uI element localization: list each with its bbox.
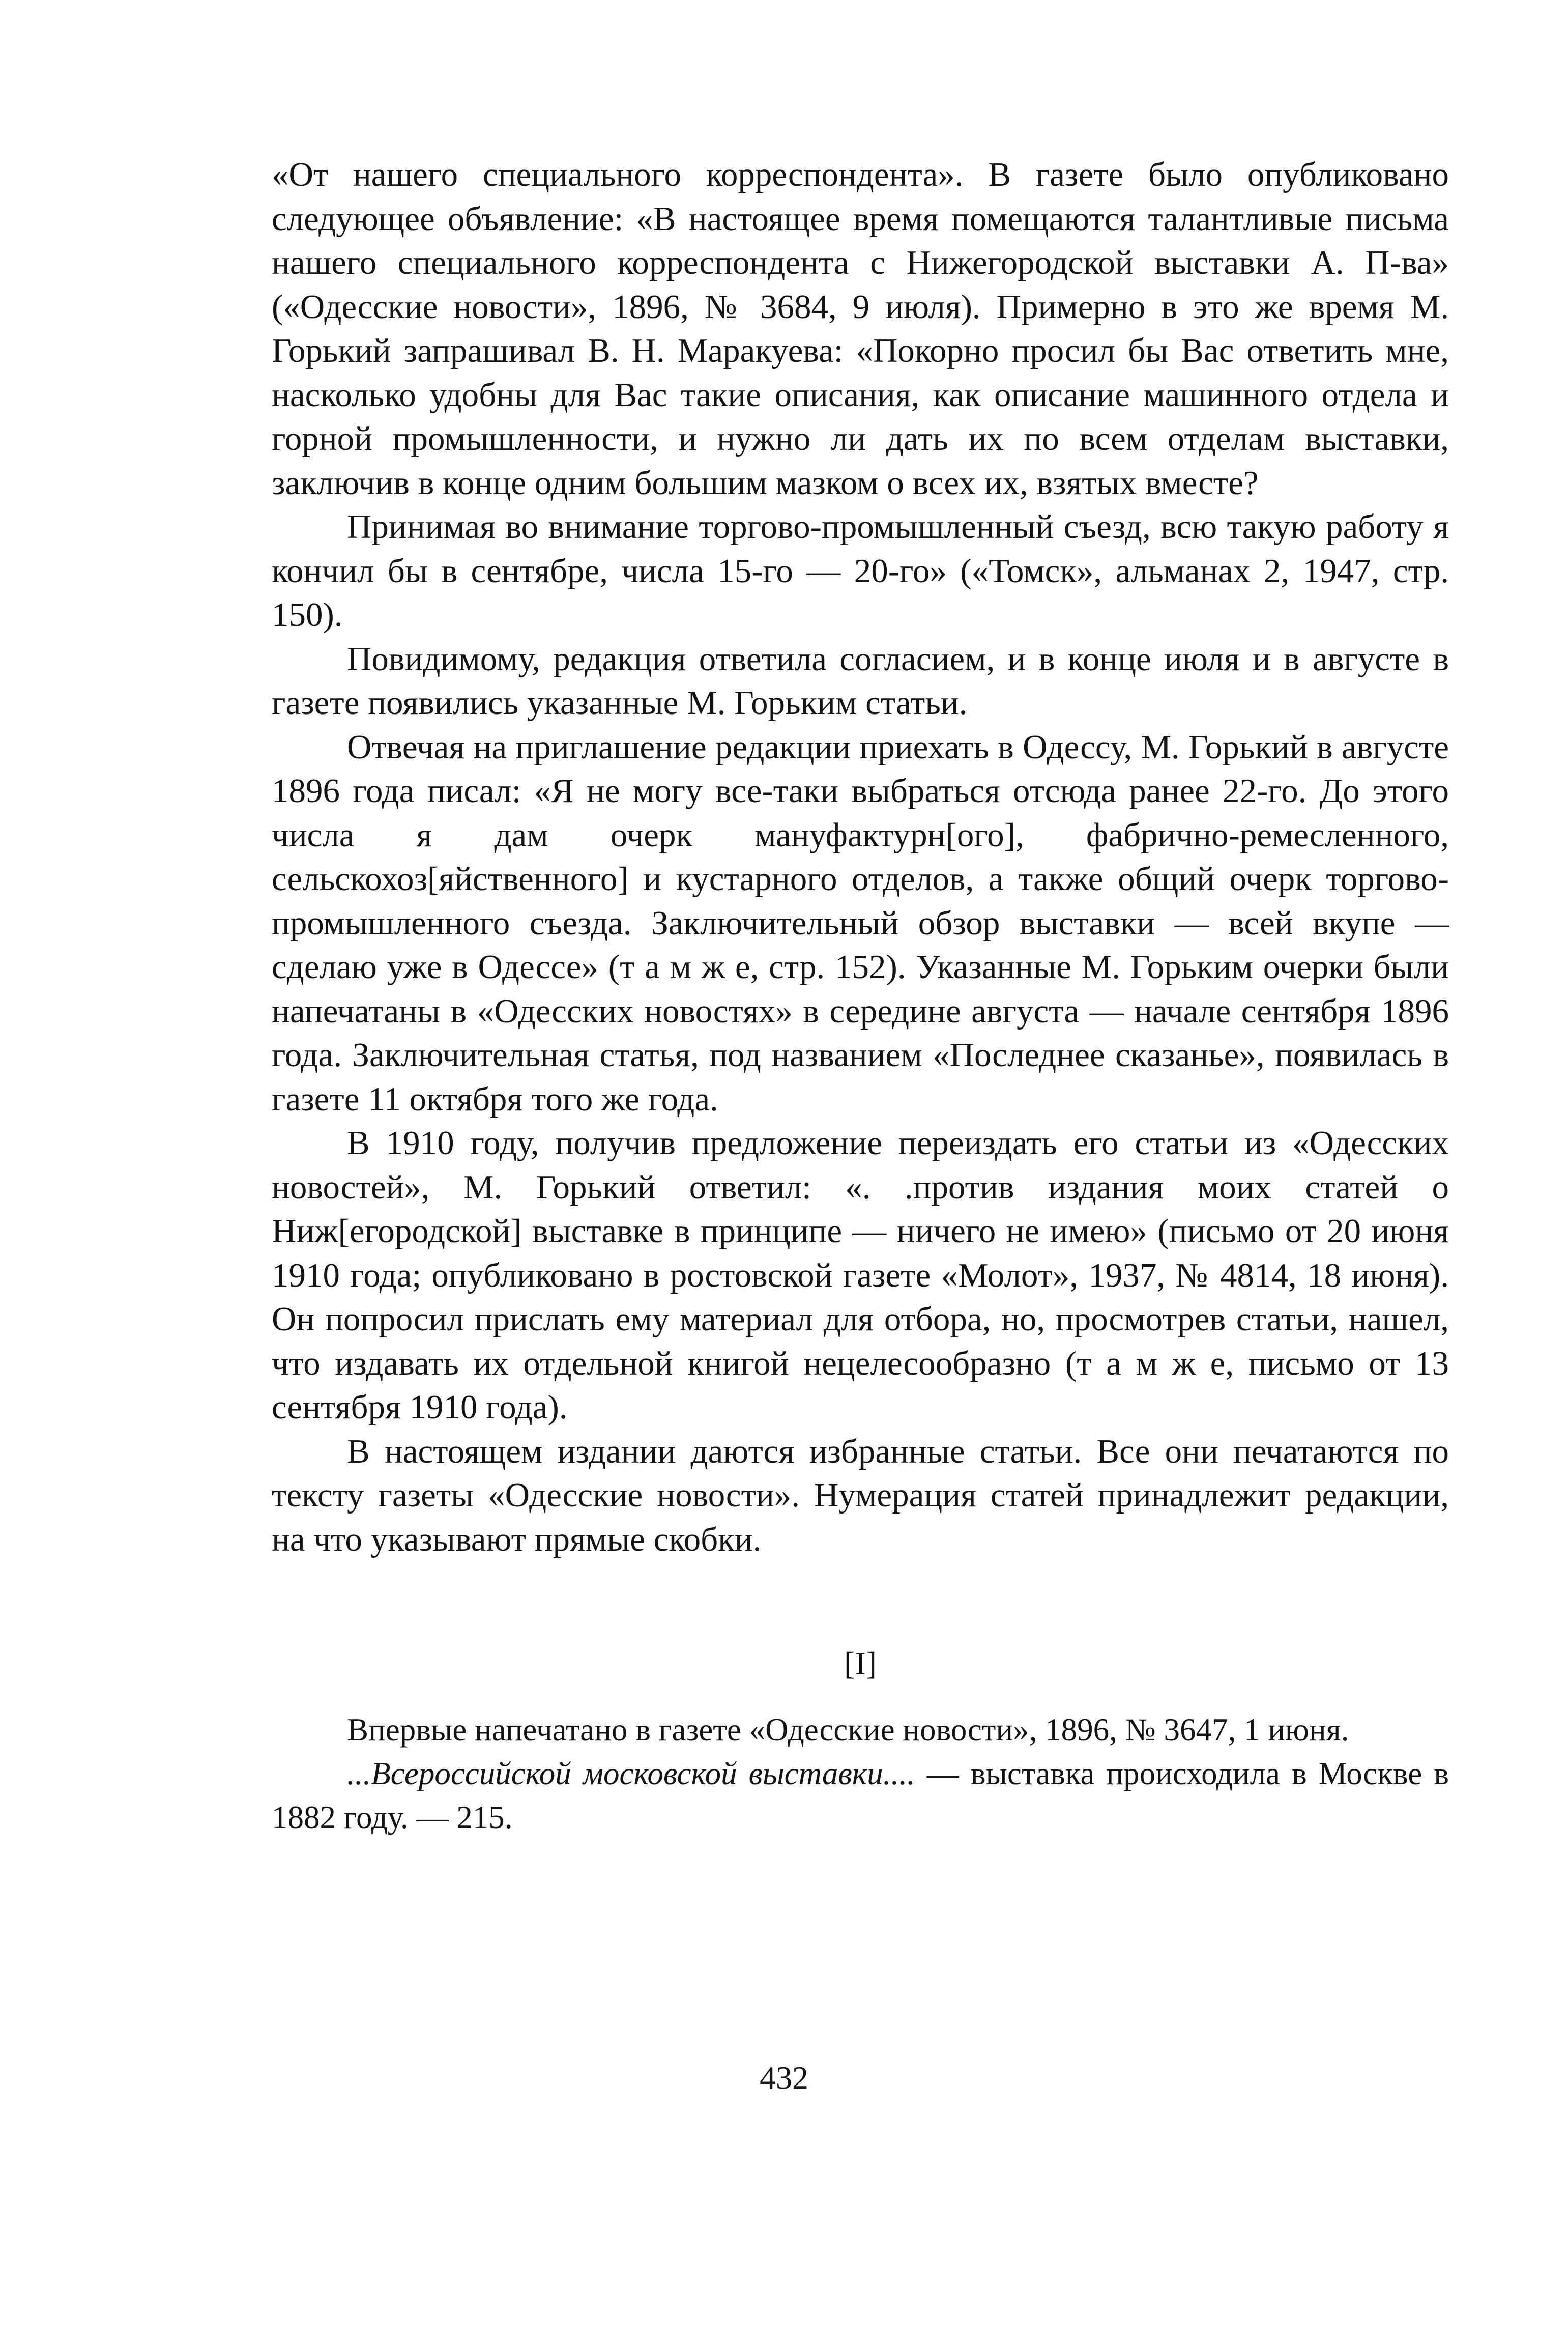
paragraph-3: Повидимому, редакция ответила согласием, и в конце июля и в августе в газете появились указанные М. Горьким статьи. — [272, 640, 1449, 722]
paragraph-1: «От нашего специального корреспондента». В газете было опубликовано следующее объявление: «В настоящее время помещаются талантливые письма нашего специального корреспондента с Нижегородской выставки А. П-ва» («Одесские новости», 1896, № 3684, 9 июля). Примерно в это же время М. Горький запрашивал В. Н. Маракуева: «Покорно просил бы Вас ответить мне, насколько удобны для Вас такие описания, как описание машинного отдела и горной промышленности, и нужно ли дать их по всем отделам выставки, заключив в конце одним большим мазком о всех их, взятых вместе? — [272, 156, 1449, 502]
note-exhibition-quote: ...Всероссийской московской выставки.... — [347, 1756, 915, 1791]
note-exhibition — [272, 1752, 1449, 1839]
page-number: 432 — [760, 2060, 808, 2096]
note-first-publication: Впервые напечатано в газете «Одесские новости», 1896, № 3647, 1 июня. — [347, 1712, 1349, 1748]
paragraph-2: Принимая во внимание торгово-промышленный съезд, всю такую работу я кончил бы в сентябре, числа 15-го — 20-го» («Томск», альманах 2, 1947, стр. 150). — [272, 508, 1449, 634]
paragraph-6: В настоящем издании даются избранные статьи. Все они печатаются по тексту газеты «Одесские новости». Нумерация статей принадлежит редакции, на что указывают прямые скобки. — [272, 1432, 1449, 1558]
paragraph-4: Отвечая на приглашение редакции приехать в Одессу, М. Горький в августе 1896 года писал: «Я не могу все-таки выбраться отсюда ранее 22-го. До этого числа я дам очерк мануфактурн[ого], фабрично-ремесленного, сельскохоз[яйственного] и кустарного отделов, а также общий очерк торгово-промышленного съезда. Заключительный обзор выставки — всей вкупе — сделаю уже в Одессе» (т а м ж е, стр. 152). Указанные М. Горьким очерки были напечатаны в «Одесских новостях» в середине августа — начале сентября 1896 года. Заключительная статья, под названием «Последнее сказанье», появилась в газете 11 октября того же года. — [272, 728, 1449, 1118]
note-exhibition-text: — выставка происходила в Москве в 1882 году. — 215. — [272, 1756, 1449, 1835]
document-page — [272, 153, 1449, 1839]
section-heading: [I] — [844, 1645, 877, 1681]
paragraph-5: В 1910 году, получив предложение переиздать его статьи из «Одесских новостей», М. Горький ответил: «. .против издания моих статей о Ниж[егородской] выставке в принципе — ничего не имею» (письмо от 20 июня 1910 года; опубликовано в ростовской газете «Молот», 1937, № 4814, 18 июня). Он попросил прислать ему материал для отбора, но, просмотрев статьи, нашел, что издавать их отдельной книгой нецелесообразно (т а м ж е, письмо от 13 сентября 1910 года). — [272, 1124, 1449, 1426]
